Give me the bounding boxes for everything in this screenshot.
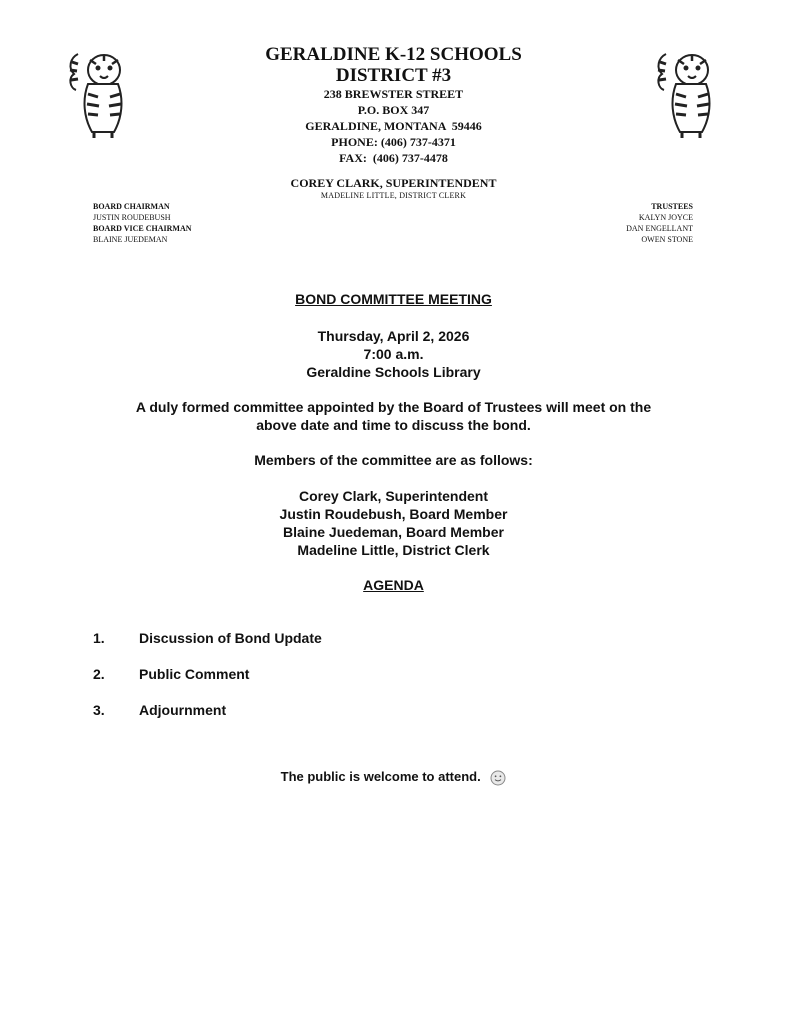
meeting-details bbox=[0, 327, 787, 381]
board-vice-chairman-name: BLAINE JUEDEMAN bbox=[93, 235, 168, 244]
trustee-name: OWEN STONE bbox=[641, 235, 693, 244]
board-officers bbox=[93, 201, 192, 245]
committee-member: Corey Clark, Superintendent bbox=[298, 488, 489, 504]
school-name: GERALDINE K-12 SCHOOLS bbox=[265, 44, 522, 65]
agenda-item bbox=[93, 630, 322, 646]
city-state-zip: GERALDINE, MONTANA 59446 bbox=[305, 119, 482, 133]
phone-number: PHONE: (406) 737-4371 bbox=[331, 135, 456, 149]
meeting-time: 7:00 a.m. bbox=[363, 346, 424, 362]
board-vice-chairman-title: BOARD VICE CHAIRMAN bbox=[93, 224, 192, 233]
agenda-item bbox=[93, 666, 249, 682]
district-number: DISTRICT #3 bbox=[335, 65, 452, 86]
meeting-description bbox=[0, 398, 787, 434]
agenda-heading: AGENDA bbox=[363, 577, 424, 593]
agenda-item-number: 2. bbox=[93, 666, 105, 682]
po-box: P.O. BOX 347 bbox=[357, 103, 430, 117]
description-line: above date and time to discuss the bond. bbox=[256, 417, 531, 433]
district-clerk-line: MADELINE LITTLE, DISTRICT CLERK bbox=[320, 191, 467, 200]
committee-members bbox=[0, 487, 787, 559]
trustees-title: TRUSTEES bbox=[651, 202, 693, 211]
trustee-name: KALYN JOYCE bbox=[638, 213, 693, 222]
committee-member: Justin Roudebush, Board Member bbox=[279, 506, 508, 522]
agenda-item-text: Discussion of Bond Update bbox=[139, 630, 322, 646]
fax-number: FAX: (406) 737-4478 bbox=[339, 151, 448, 165]
trustee-name: DAN ENGELLANT bbox=[626, 224, 693, 233]
board-chairman-name: JUSTIN ROUDEBUSH bbox=[93, 213, 171, 222]
committee-member: Blaine Juedeman, Board Member bbox=[283, 524, 504, 540]
agenda-item-number: 3. bbox=[93, 702, 105, 718]
meeting-date: Thursday, April 2, 2026 bbox=[317, 328, 470, 344]
public-welcome-text: The public is welcome to attend. bbox=[280, 769, 481, 784]
meeting-title: BOND COMMITTEE MEETING bbox=[295, 291, 492, 307]
street-address: 238 BREWSTER STREET bbox=[323, 87, 464, 101]
description-line: A duly formed committee appointed by the Board of Trustees will meet on the bbox=[135, 399, 652, 415]
letterhead bbox=[0, 44, 787, 166]
board-chairman-title: BOARD CHAIRMAN bbox=[93, 202, 170, 211]
committee-member: Madeline Little, District Clerk bbox=[297, 542, 490, 558]
public-welcome-note bbox=[0, 769, 787, 786]
agenda-item-number: 1. bbox=[93, 630, 105, 646]
members-intro: Members of the committee are as follows: bbox=[254, 452, 533, 468]
agenda-item bbox=[93, 702, 226, 718]
agenda-item-text: Adjournment bbox=[139, 702, 227, 718]
trustees-list bbox=[626, 201, 693, 245]
agenda-item-text: Public Comment bbox=[139, 666, 250, 682]
meeting-location: Geraldine Schools Library bbox=[306, 364, 481, 380]
smiley-face-icon bbox=[490, 770, 506, 786]
superintendent-line: COREY CLARK, SUPERINTENDENT bbox=[290, 176, 497, 190]
